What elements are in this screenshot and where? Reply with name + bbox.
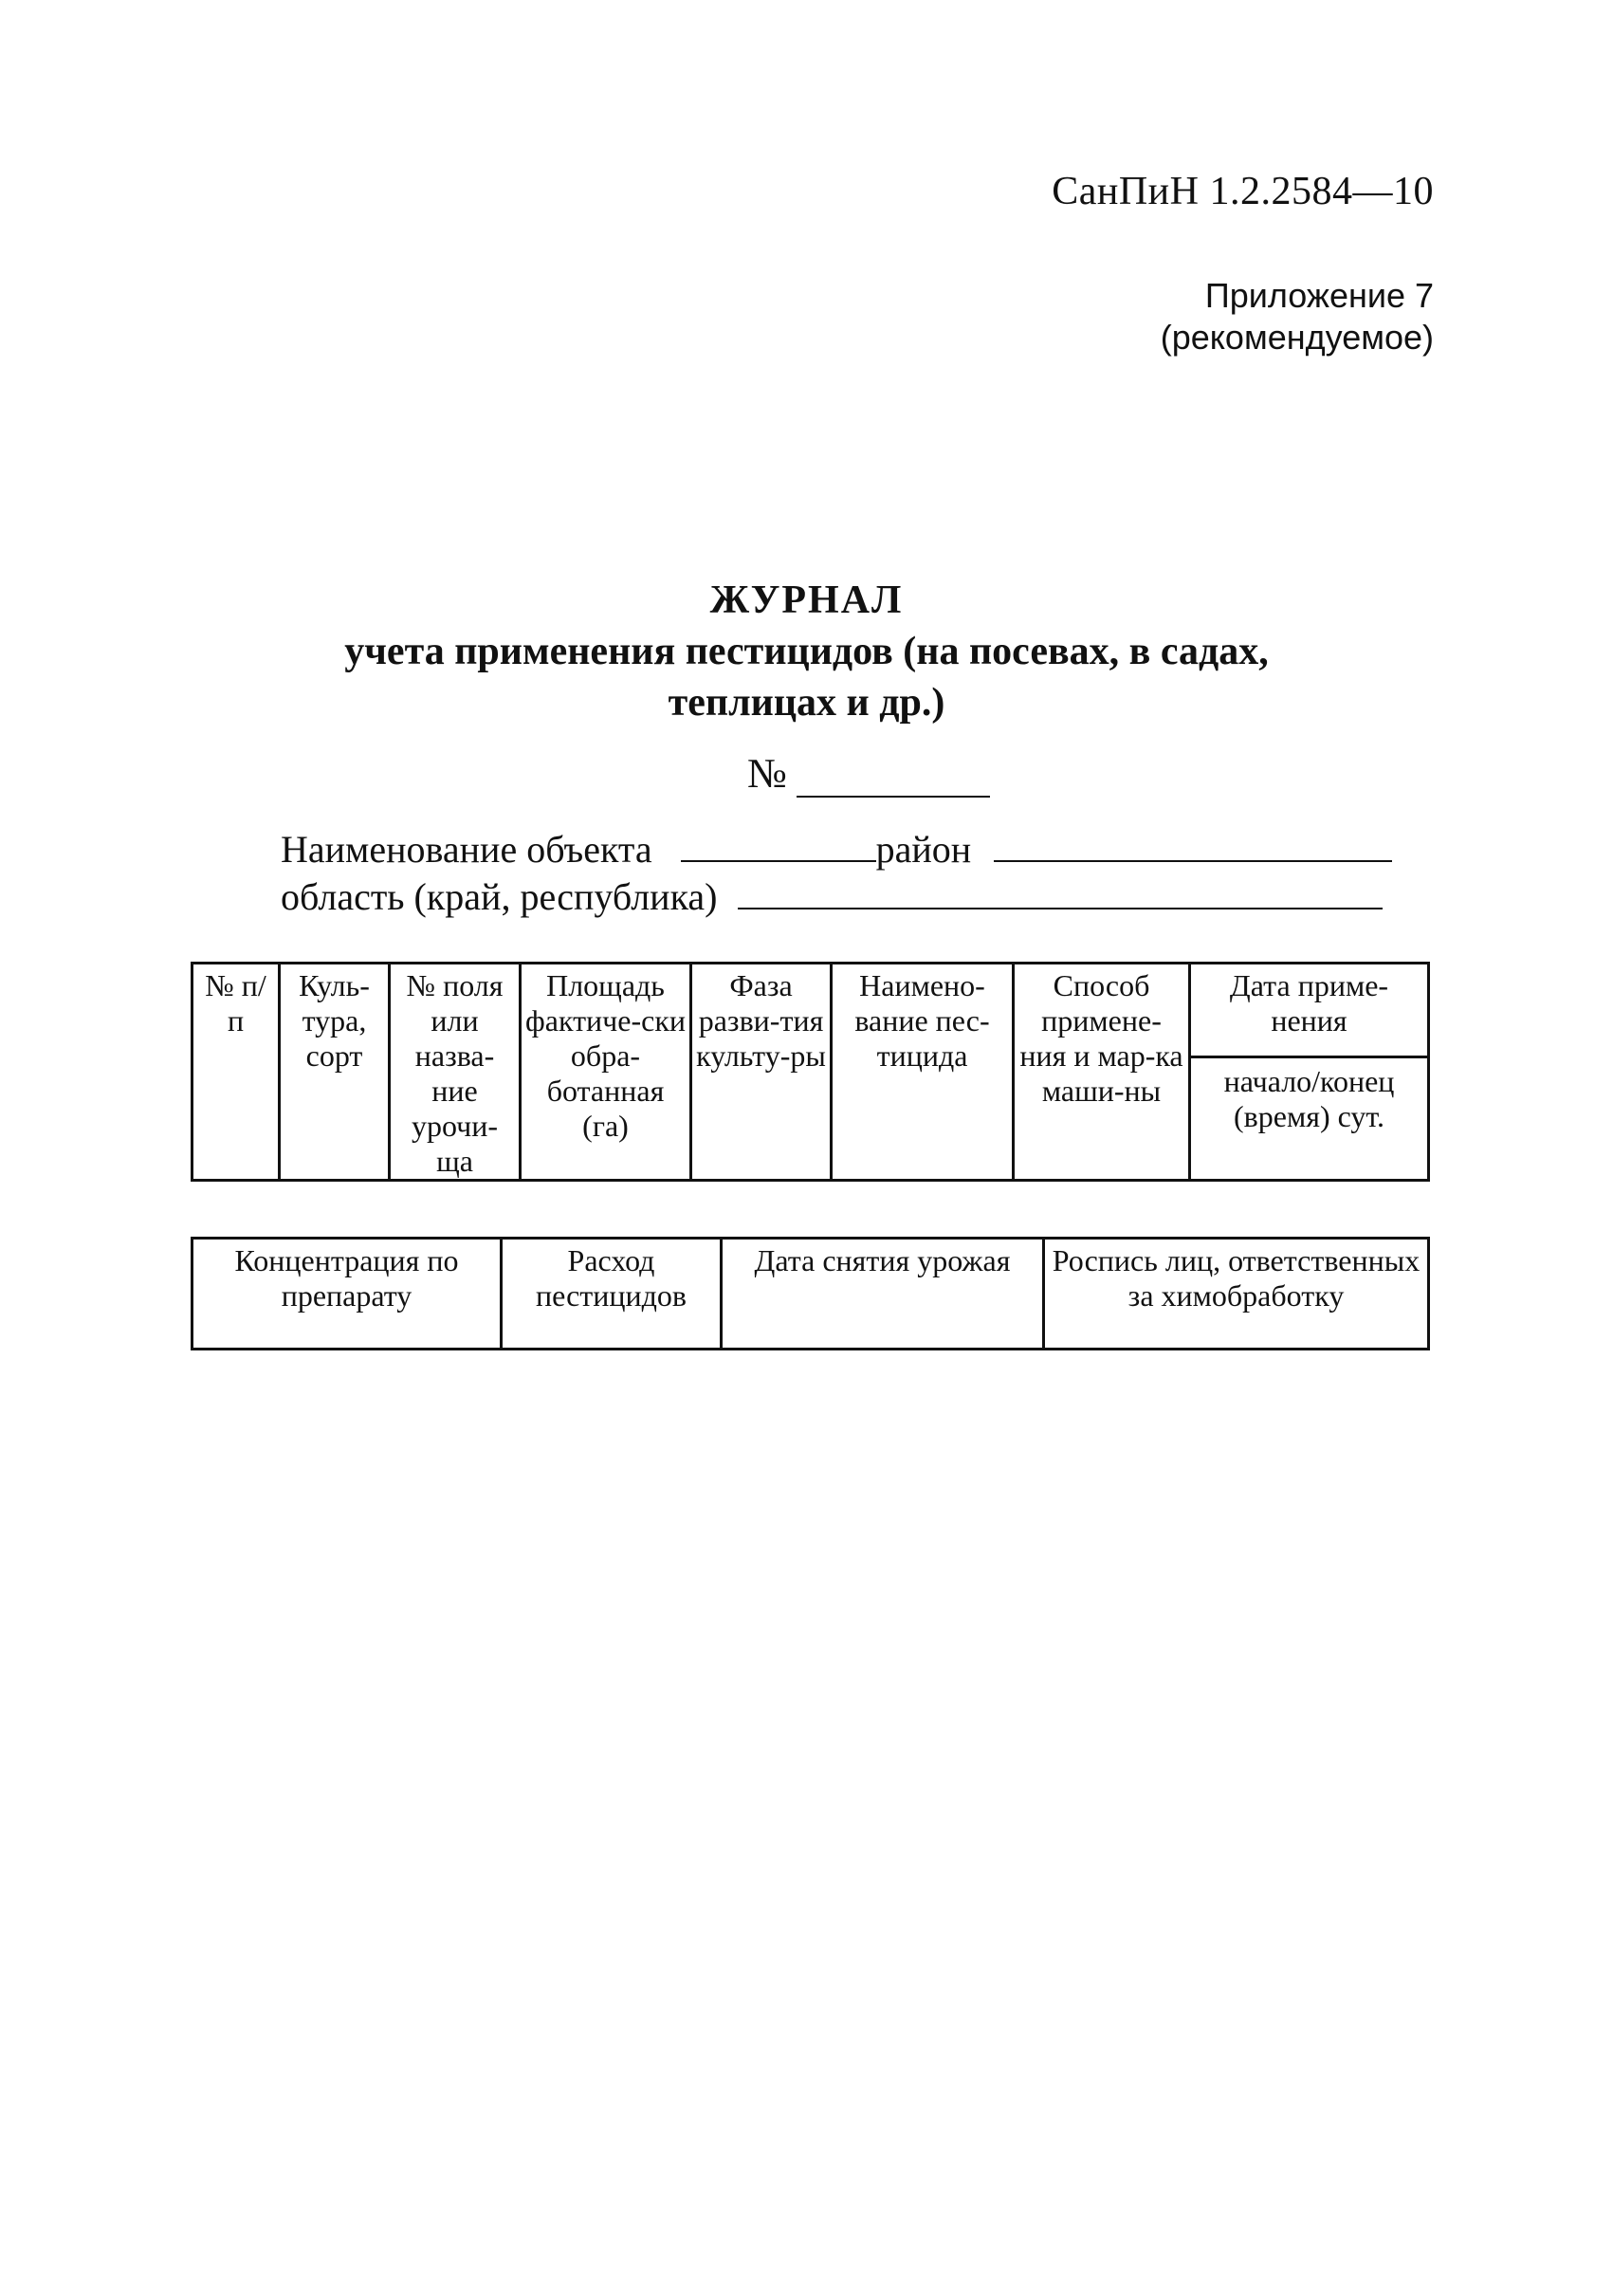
header-phase: Фаза разви-тия культу-ры — [691, 964, 832, 1181]
journal-title: ЖУРНАЛ — [709, 579, 904, 622]
district-blank[interactable] — [994, 828, 1392, 862]
region-label: область (край, республика) — [281, 875, 718, 918]
object-name-label: Наименование объекта — [281, 828, 652, 871]
header-area: Площадь фактиче-ски обра-ботанная (га) — [521, 964, 691, 1181]
journal-number-line — [747, 749, 990, 798]
journal-title-block — [190, 575, 1423, 728]
region-row — [281, 874, 1383, 919]
application-journal-table — [191, 962, 1430, 1182]
journal-subtitle-line2: теплицах и др.) — [668, 681, 945, 725]
header-concentration: Концентрация по препарату — [192, 1239, 502, 1350]
header-pesticide: Наимено-вание пес-тицида — [832, 964, 1014, 1181]
header-application-date: Дата приме-нения — [1190, 964, 1429, 1057]
application-journal-table-continued — [191, 1237, 1430, 1350]
header-row-number: № п/п — [192, 964, 280, 1181]
appendix-label — [948, 275, 1434, 358]
appendix-note: (рекомендуемое) — [1160, 318, 1434, 357]
number-sign: № — [747, 750, 787, 797]
appendix-number: Приложение 7 — [1204, 276, 1434, 315]
object-name-blank[interactable] — [681, 828, 876, 862]
header-method: Способ примене-ния и мар-ка маши-ны — [1014, 964, 1190, 1181]
journal-subtitle-line1: учета применения пестицидов (на посевах, в садах, — [344, 630, 1269, 673]
header-date-start-end: начало/конец (время) сут. — [1190, 1057, 1429, 1181]
header-culture: Куль-тура, сорт — [280, 964, 390, 1181]
district-label: район — [875, 828, 972, 871]
header-consumption: Расход пестицидов — [502, 1239, 722, 1350]
header-harvest-date: Дата снятия урожая — [722, 1239, 1044, 1350]
document-code: СанПиН 1.2.2584—10 — [1052, 170, 1434, 213]
object-district-row — [281, 827, 1392, 872]
region-blank[interactable] — [738, 875, 1383, 909]
header-signature: Роспись лиц, ответственных за химобработку — [1044, 1239, 1429, 1350]
header-field: № поля или назва-ние урочи-ща — [390, 964, 521, 1181]
journal-number-blank[interactable] — [797, 758, 990, 798]
